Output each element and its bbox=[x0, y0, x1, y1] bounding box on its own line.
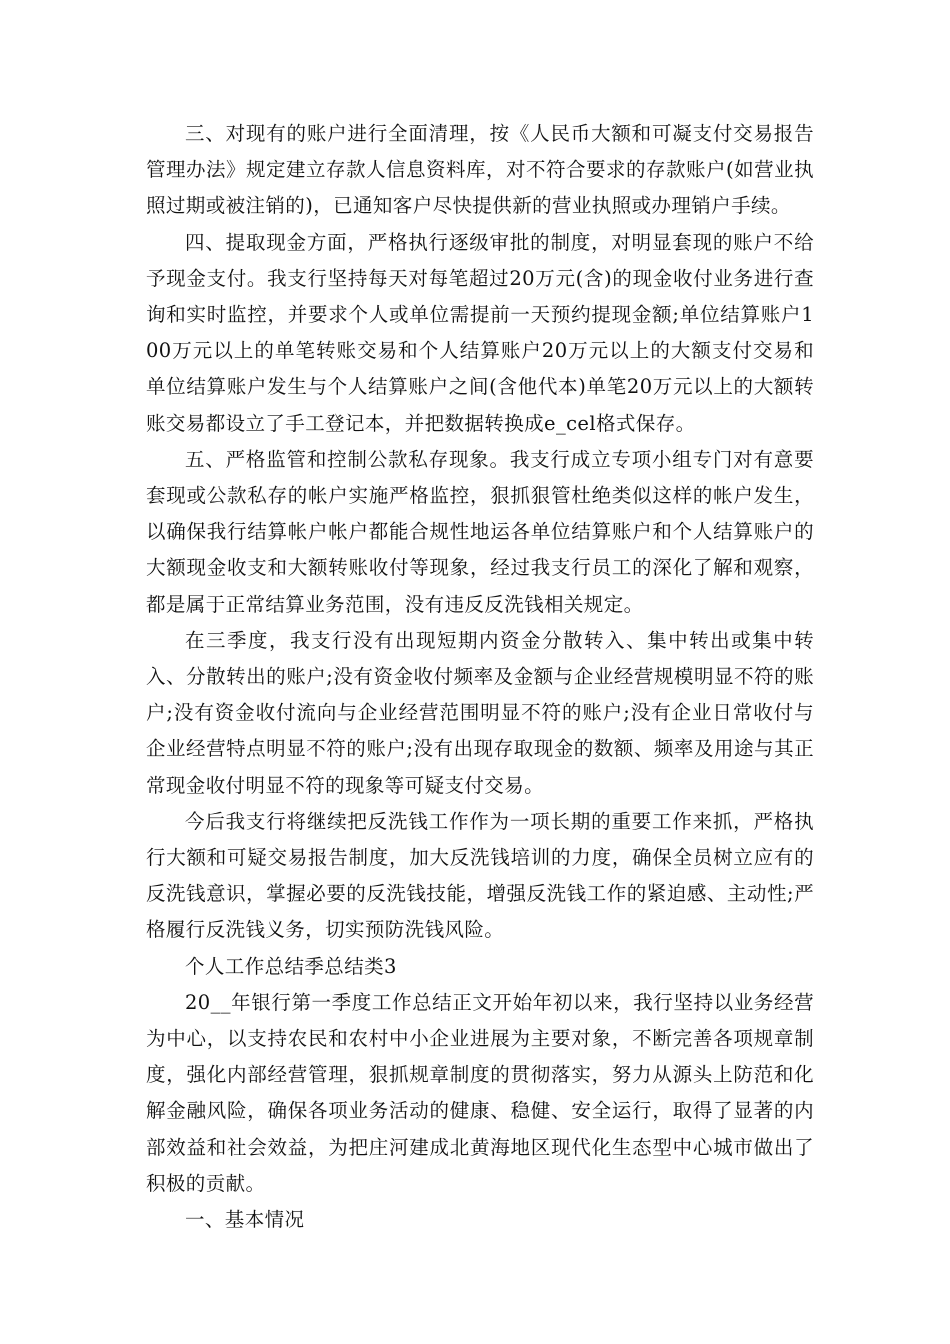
section-heading-summary-3: 个人工作总结季总结类3 bbox=[185, 954, 397, 978]
paragraph-first-quarter-summary: 20__年银行第一季度工作总结正文开始年初以来，我行坚持以业务经营为中心，以支持农民和农村中小企业进展为主要对象，不断完善各项规章制度，强化内部经营管理，狠抓规章制度的贯彻落实，努力从源头上防范和化解金融风险，确保各项业务活动的健康、稳健、安全运行，取得了显著的内部效益和社会效益，为把庄河建成北黄海地区现代化生态型中心城市做出了积极的贡献。 bbox=[146, 990, 814, 1195]
paragraph-third-quarter: 在三季度，我支行没有出现短期内资金分散转入、集中转出或集中转入、分散转出的账户;没有资金收付频率及金额与企业经营规模明显不符的账户;没有资金收付流向与企业经营范围明显不符的账户;没有企业日常收付与企业经营特点明显不符的账户;没有出现存取现金的数额、频率及用途与其正常现金收付明显不符的现象等可疑支付交易。 bbox=[146, 628, 814, 797]
paragraph-cash-withdrawal: 四、提取现金方面，严格执行逐级审批的制度，对明显套现的账户不给予现金支付。我支行坚持每天对每笔超过20万元(含)的现金收付业务进行查询和实时监控，并要求个人或单位需提前一天预约提现金额;单位结算账户100万元以上的单笔转账交易和个人结算账户20万元以上的大额支付交易和单位结算账户发生与个人结算账户之间(含他代本)单笔20万元以上的大额转账交易都设立了手工登记本，并把数据转换成e_cel格式保存。 bbox=[146, 230, 814, 435]
section-heading-basic-situation: 一、基本情况 bbox=[185, 1208, 305, 1232]
paragraph-public-funds-supervision: 五、严格监管和控制公款私存现象。我支行成立专项小组专门对有意要套现或公款私存的帐户实施严格监控，狠抓狠管杜绝类似这样的帐户发生，以确保我行结算帐户帐户都能合规性地运各单位结算账户和个人结算账户的大额现金收支和大额转账收付等现象，经过我支行员工的深化了解和观察，都是属于正常结算业务范围，没有违反反洗钱相关规定。 bbox=[146, 447, 814, 616]
paragraph-account-cleanup: 三、对现有的账户进行全面清理，按《人民币大额和可凝支付交易报告管理办法》规定建立存款人信息资料库，对不符合要求的存款账户(如营业执照过期或被注销的)，已通知客户尽快提供新的营业执照或办理销户手续。 bbox=[146, 122, 814, 218]
document-body bbox=[146, 116, 814, 1238]
paragraph-future-work: 今后我支行将继续把反洗钱工作作为一项长期的重要工作来抓，严格执行大额和可疑交易报告制度，加大反洗钱培训的力度，确保全员树立应有的反洗钱意识，掌握必要的反洗钱技能，增强反洗钱工作的紧迫感、主动性;严格履行反洗钱义务，切实预防洗钱风险。 bbox=[146, 809, 814, 942]
